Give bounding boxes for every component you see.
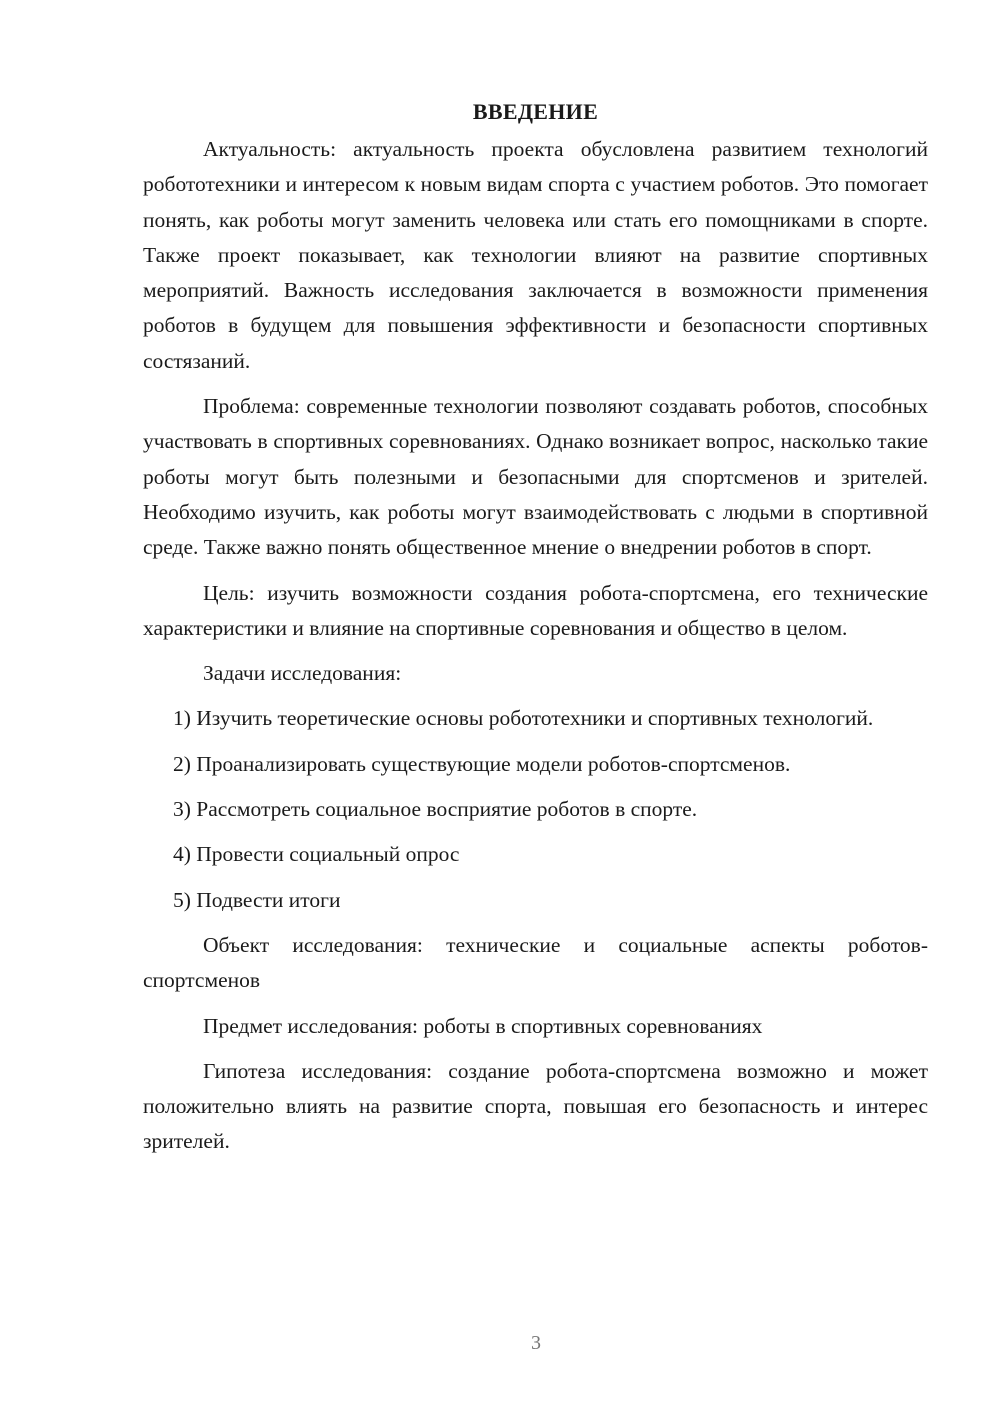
paragraph-subject: Предмет исследования: роботы в спортивных соревнованиях (203, 1013, 763, 1038)
paragraph-object: Объект исследования: технические и социальные аспекты роботов-спортсменов (143, 932, 928, 993)
paragraph-goal: Цель: изучить возможности создания робота-спортсмена, его технические характеристики и влияние на спортивные соревнования и общество в целом. (143, 580, 928, 640)
paragraph-hypothesis: Гипотеза исследования: создание робота-спортсмена возможно и может положительно влиять на развитие спорта, повышая его безопасность и интерес зрителей. (143, 1058, 928, 1154)
section-title: ВВЕДЕНИЕ (472, 99, 599, 124)
task-item: 1) Изучить теоретические основы робототехники и спортивных технологий. (173, 706, 874, 731)
document-page (143, 94, 928, 1170)
tasks-heading: Задачи исследования: (203, 661, 402, 686)
paragraph-relevance: Актуальность: актуальность проекта обусловлена развитием технологий робототехники и интересом к новым видам спорта с участием роботов. Это помогает понять, как роботы могут заменить человека или стать его помощниками в спорте. Также проект показывает, как технологии влияют на развитие спортивных мероприятий. Важность исследования заключается в возможности применения роботов в будущем для повышения эффективности и безопасности спортивных состязаний. (143, 137, 928, 373)
task-item: 4) Провести социальный опрос (173, 842, 460, 867)
task-item: 3) Рассмотреть социальное восприятие роботов в спорте. (173, 797, 698, 822)
task-item: 5) Подвести итоги (173, 887, 341, 912)
page-number: 3 (531, 1332, 541, 1354)
task-item: 2) Проанализировать существующие модели роботов-спортсменов. (173, 751, 791, 776)
paragraph-problem: Проблема: современные технологии позволяют создавать роботов, способных участвовать в спортивных соревнованиях. Однако возникает вопрос, насколько такие роботы могут быть полезными и безопасными для спортсменов и зрителей. Необходимо изучить, как роботы могут взаимодействовать с людьми в спортивной среде. Также важно понять общественное мнение о внедрении роботов в спорт. (143, 394, 928, 560)
